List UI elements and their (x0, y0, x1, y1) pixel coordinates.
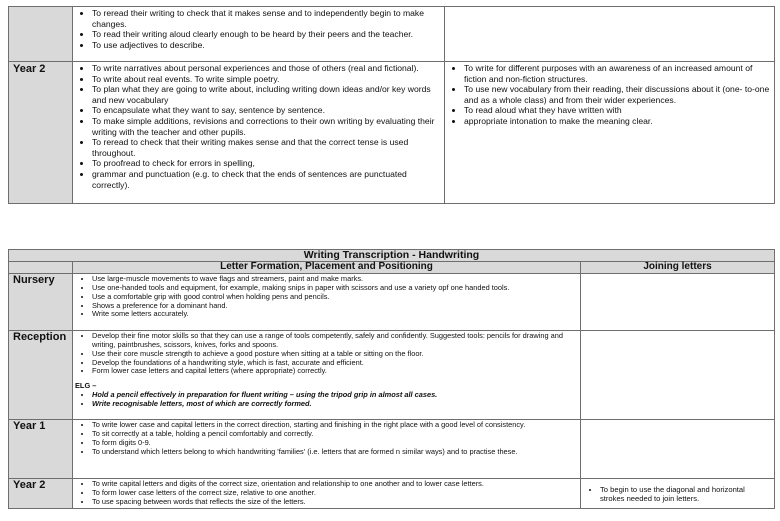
list-item: • Use a comfortable grip with good control when holding pens and pencils. (92, 293, 577, 302)
list-item: • To use adjectives to describe. (92, 40, 441, 51)
composition-cell (73, 7, 445, 62)
table-row (9, 478, 775, 508)
bullet-list (583, 485, 771, 503)
year-cell (9, 7, 73, 62)
handwriting-table (8, 249, 775, 509)
joining-cell (581, 419, 775, 478)
list-item: • Use their core muscle strength to achieve a good posture when sitting at a table or sitting on the floor. (92, 350, 577, 359)
list-item: • To read their writing aloud clearly enough to be heard by their peers and the teacher. (92, 29, 441, 40)
composition-cell-right (445, 62, 775, 204)
list-item: • To sit correctly at a table, holding a pencil comfortably and correctly. (92, 430, 577, 439)
bullet-list (75, 63, 441, 190)
bullet-list (75, 8, 441, 50)
list-item: • To understand which letters belong to which handwriting 'families' (i.e. letters that are formed n similar ways) and to practise these. (92, 448, 577, 457)
letter-formation-cell (73, 478, 581, 508)
list-item: • To begin to use the diagonal and horizontal strokes needed to join letters. (600, 485, 771, 503)
elg-label: ELG – (75, 381, 97, 391)
list-item: • To use spacing between words that reflects the size of the letters. (92, 498, 577, 507)
list-item: • To write narratives about personal experiences and those of others (real and fictional). (92, 63, 441, 74)
year-cell: Year 2 (9, 478, 73, 508)
list-item: • Develop the foundations of a handwriting style, which is fast, accurate and efficient. (92, 359, 577, 368)
table-row (9, 273, 775, 330)
bullet-list (75, 332, 577, 377)
list-item: • Develop their fine motor skills so that they can use a range of tools competently, safely and confidently. Suggested tools: pencils for drawing and writing, paintbrushes, scissors, knives, forks and spoons. (92, 332, 577, 350)
composition-cell (73, 62, 445, 204)
writing-composition-table (8, 6, 775, 204)
bullet-list (75, 275, 577, 320)
list-item: • Use one-handed tools and equipment, for example, making snips in paper with scissors and use a variety opf one handed tools. (92, 284, 577, 293)
list-item: • Write some letters accurately. (92, 310, 577, 319)
joining-cell (581, 478, 775, 508)
list-item: • To plan what they are going to write about, including writing down ideas and/or key words and new vocabulary (92, 84, 441, 105)
joining-cell (581, 273, 775, 330)
letter-formation-cell (73, 330, 581, 419)
letter-formation-cell (73, 273, 581, 330)
list-item: • appropriate intonation to make the meaning clear. (464, 116, 771, 127)
list-item: • To encapsulate what they want to say, sentence by sentence. (92, 105, 441, 116)
list-item: • Hold a pencil effectively in preparation for fluent writing – using the tripod grip in almost all cases. (92, 391, 577, 400)
year-cell: Year 1 (9, 419, 73, 478)
list-item: • To reread their writing to check that it makes sense and to independently begin to make changes. (92, 8, 441, 29)
list-item: • Use large-muscle movements to wave flags and streamers, paint and make marks. (92, 275, 577, 284)
list-item: • To form lower case letters of the correct size, relative to one another. (92, 489, 577, 498)
list-item: • To write lower case and capital letters in the correct direction, starting and finishing in the right place with a good level of consistency. (92, 421, 577, 430)
year-cell: Year 2 (9, 62, 73, 204)
list-item: • Shows a preference for a dominant hand. (92, 302, 577, 311)
column-header-letter-formation: Letter Formation, Placement and Positioning (73, 261, 581, 273)
list-item: • grammar and punctuation (e.g. to check that the ends of sentences are punctuated correctly). (92, 169, 441, 190)
table-subheader-row (9, 261, 775, 273)
bullet-list (447, 63, 771, 127)
list-item: • To proofread to check for errors in spelling, (92, 158, 441, 169)
list-item: • Write recognisable letters, most of which are correctly formed. (92, 400, 577, 409)
year-cell: Nursery (9, 273, 73, 330)
list-item: • To use new vocabulary from their reading, their discussions about it (one- to-one and as a whole class) and from their wider experiences. (464, 84, 771, 105)
elg-bullet-list (75, 391, 577, 409)
table-header-row (9, 250, 775, 262)
joining-cell (581, 330, 775, 419)
table-row (9, 419, 775, 478)
table-row (9, 330, 775, 419)
year-cell: Reception (9, 330, 73, 419)
list-item: • To reread to check that their writing makes sense and that the correct tense is used throughout. (92, 137, 441, 158)
bullet-list (75, 480, 577, 507)
list-item: • To form digits 0-9. (92, 439, 577, 448)
composition-cell-right (445, 7, 775, 62)
list-item: • To write for different purposes with an awareness of an increased amount of fiction and non-fiction structures. (464, 63, 771, 84)
bullet-list (75, 421, 577, 457)
list-item: • Form lower case letters and capital letters (where appropriate) correctly. (92, 367, 577, 376)
table-title: Writing Transcription - Handwriting (9, 250, 775, 262)
list-item: • To make simple additions, revisions and corrections to their own writing by evaluating their writing with the teacher and other pupils. (92, 116, 441, 137)
table-row (9, 7, 775, 62)
list-item: • To write capital letters and digits of the correct size, orientation and relationship to one another and to lower case letters. (92, 480, 577, 489)
column-header-joining-letters: Joining letters (581, 261, 775, 273)
list-item: • To write about real events. To write simple poetry. (92, 74, 441, 85)
list-item: • To read aloud what they have written with (464, 105, 771, 116)
letter-formation-cell (73, 419, 581, 478)
blank-header-cell (9, 261, 73, 273)
table-row (9, 62, 775, 204)
